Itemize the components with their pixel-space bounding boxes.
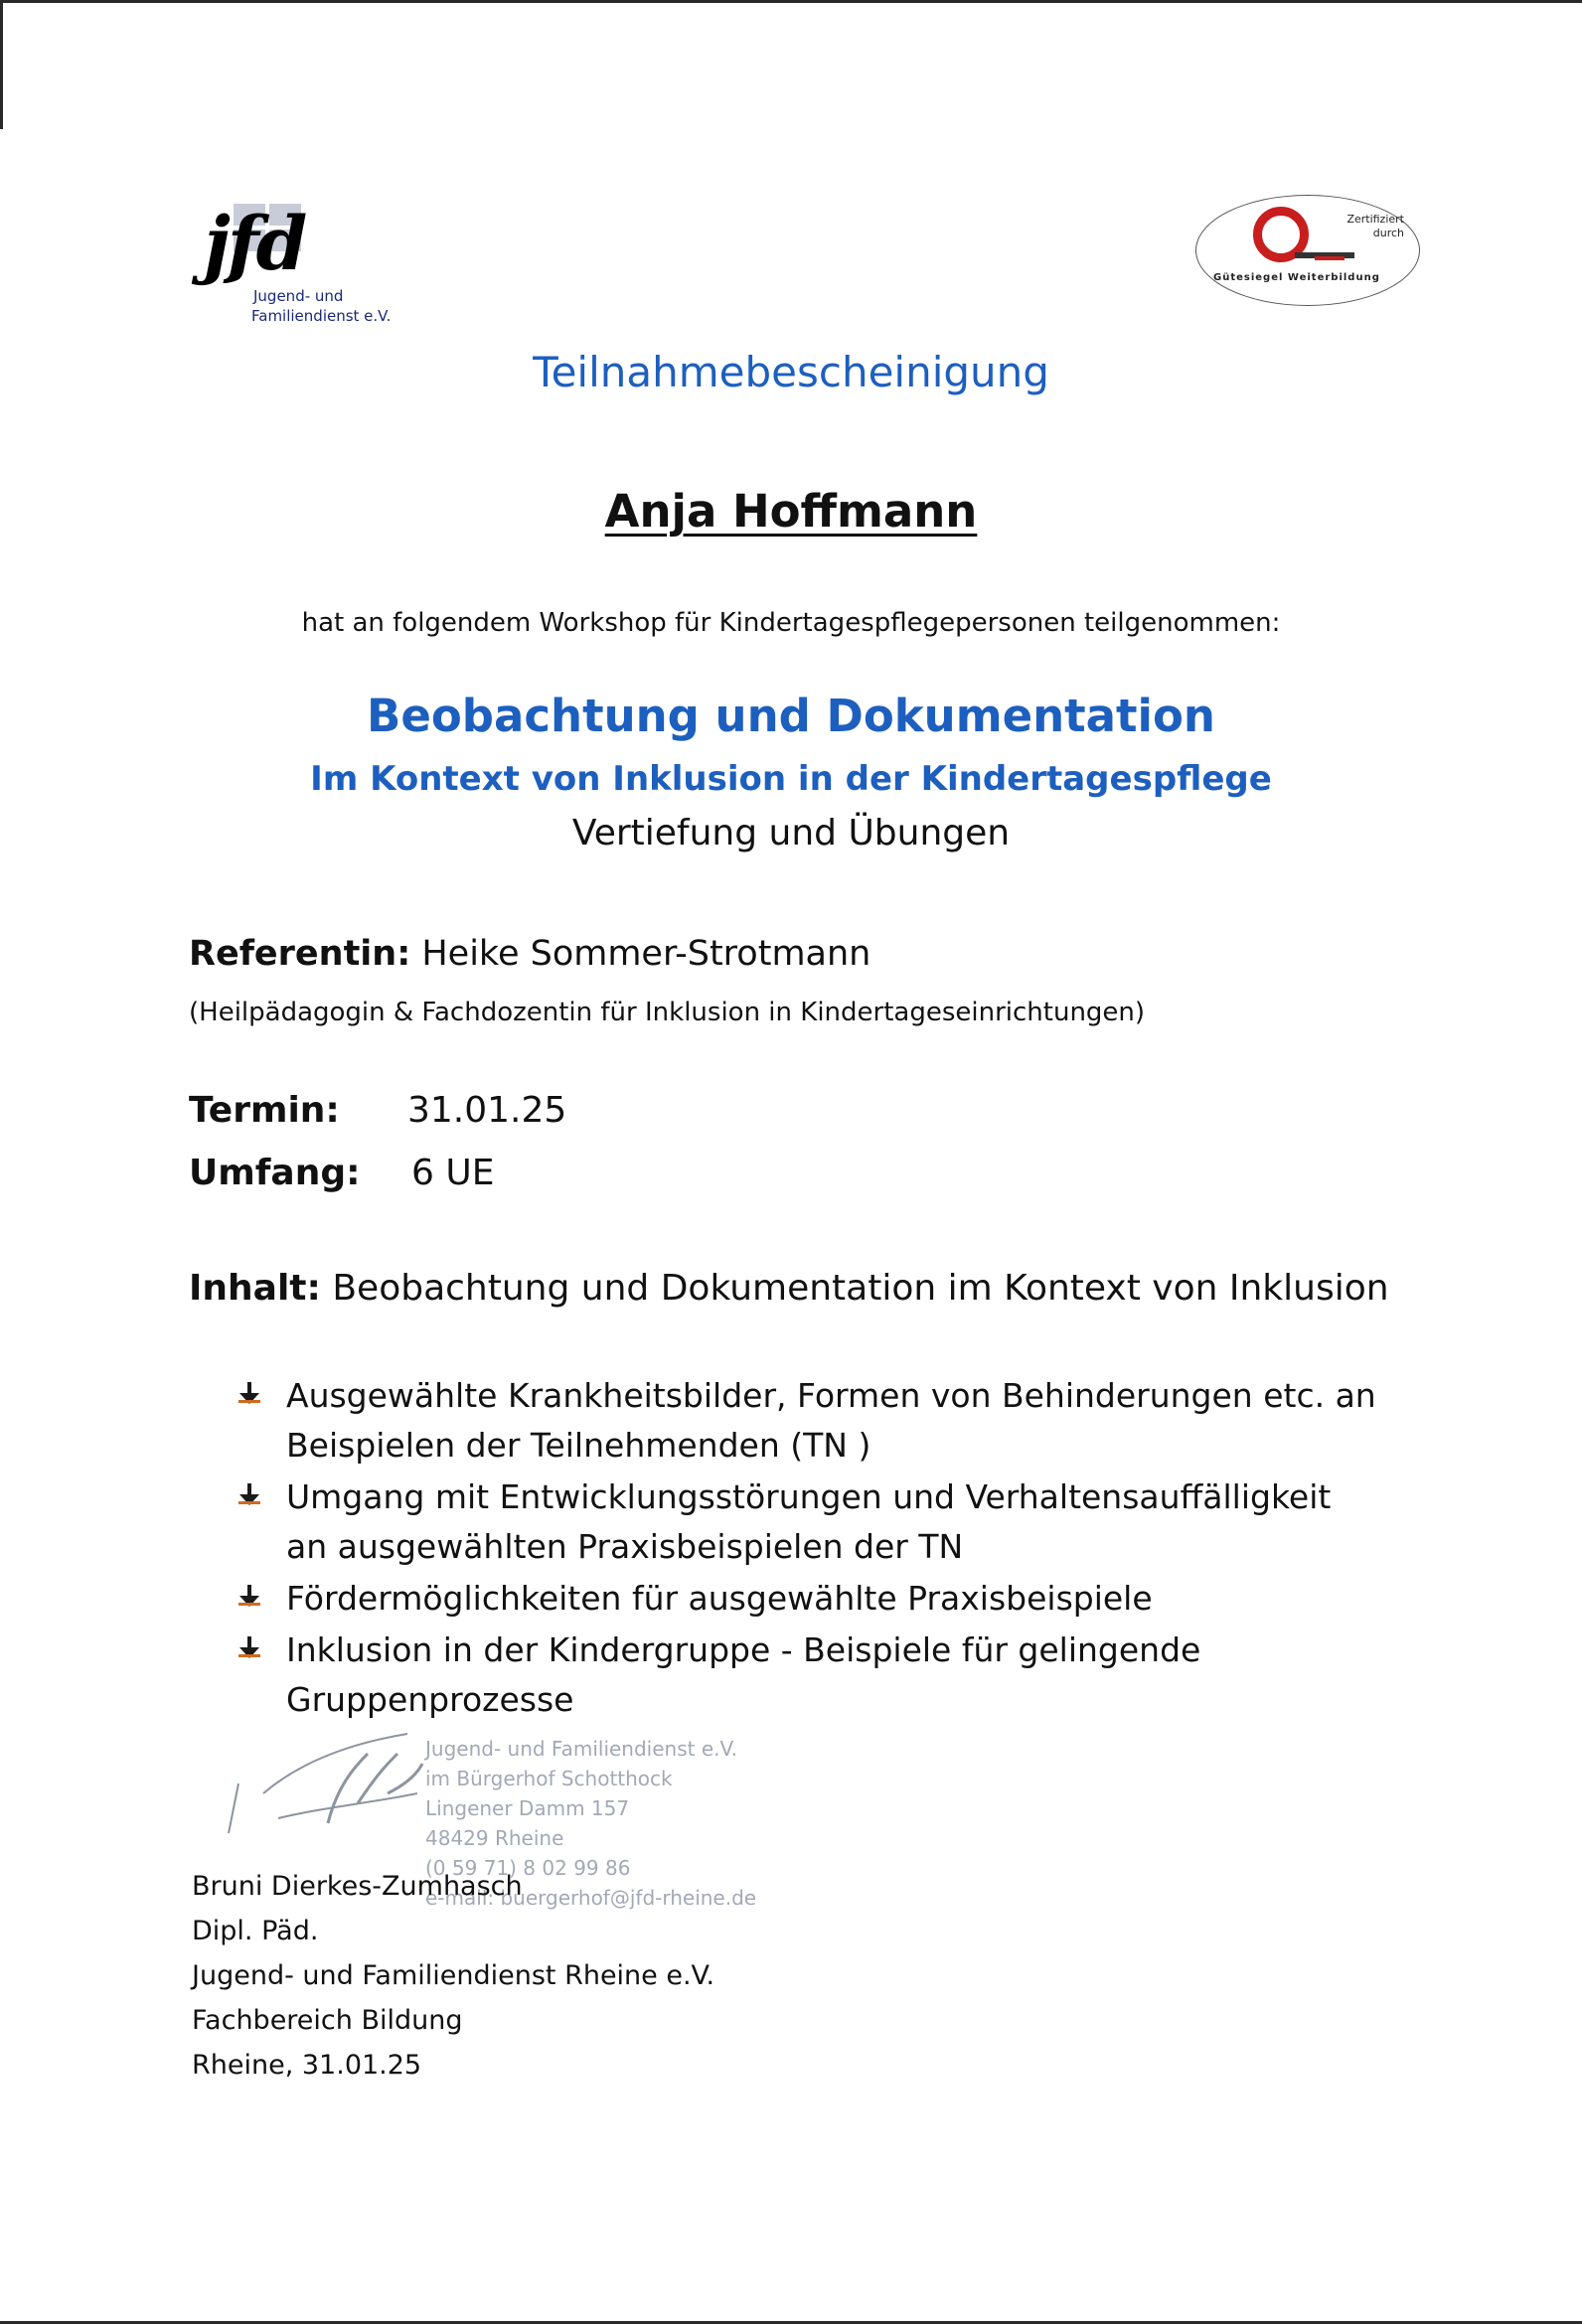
seal-outline (1195, 195, 1420, 306)
logo-text-line1: Jugend- und (253, 287, 344, 305)
inhalt-label: Inhalt: (189, 1268, 321, 1309)
stamp-line: 48429 Rheine (425, 1826, 564, 1850)
content-list (237, 1371, 1379, 1727)
arrow-down-bullet-icon (237, 1481, 262, 1507)
arrow-down-bullet-icon (237, 1583, 262, 1609)
inhalt-value: Beobachtung und Dokumentation im Kontext von Inklusion (332, 1268, 1389, 1309)
intro-text: hat an folgendem Workshop für Kindertagespflegepersonen teilgenommen: (301, 608, 1281, 638)
referentin-row (189, 934, 870, 974)
signer-name: Bruni Dierkes-Zumhasch (192, 1871, 523, 1902)
umfang-value: 6 UE (411, 1153, 495, 1193)
workshop-title: Beobachtung und Dokumentation (367, 690, 1215, 742)
document-title: Teilnahmebescheinigung (533, 348, 1049, 396)
stamp-line: e-mail: buergerhof@jfd-rheine.de (425, 1886, 757, 1910)
seal-top-line2: durch (1372, 227, 1404, 239)
scan-edge-top (0, 0, 1582, 3)
list-item-text: Fördermöglichkeiten für ausgewählte Praxisbeispiele (286, 1579, 1153, 1618)
quality-seal (1195, 195, 1424, 314)
workshop-subtitle: Im Kontext von Inklusion in der Kindertagespflege (310, 759, 1272, 799)
signer-department: Fachbereich Bildung (192, 2005, 463, 2036)
umfang-row (189, 1153, 494, 1193)
signer-degree: Dipl. Päd. (192, 1916, 319, 1946)
arrow-down-bullet-icon (237, 1380, 262, 1406)
seal-bottom-text: Gütesiegel Weiterbildung (1213, 272, 1380, 283)
seal-q-tail-accent (1315, 256, 1345, 260)
logo-mark: jfd (204, 202, 305, 287)
referentin-note: (Heilpädagogin & Fachdozentin für Inklusion in Kindertageseinrichtungen) (189, 998, 1146, 1027)
arrow-down-bullet-icon (237, 1634, 262, 1660)
termin-value: 31.01.25 (407, 1090, 567, 1131)
inhalt-row (189, 1268, 1389, 1309)
list-item-text: Ausgewählte Krankheitsbilder, Formen von Behinderungen etc. an Beispielen der Teilnehmenden (TN ) (286, 1376, 1376, 1465)
referentin-label: Referentin: (189, 934, 411, 974)
participant-name: Anja Hoffmann (604, 485, 978, 538)
seal-top-text (1335, 213, 1404, 240)
logo-text-line2: Familiendienst e.V. (251, 307, 392, 325)
list-item (237, 1472, 1379, 1572)
list-item (237, 1626, 1379, 1725)
seal-top-line1: Zertifiziert (1346, 213, 1404, 226)
signer-organization: Jugend- und Familiendienst Rheine e.V. (192, 1960, 715, 1991)
referentin-value: Heike Sommer-Strotmann (421, 934, 871, 974)
stamp-line: Lingener Damm 157 (425, 1796, 630, 1820)
scan-edge-left (0, 0, 3, 129)
signer-block (192, 1864, 714, 2088)
list-item (237, 1574, 1379, 1624)
list-item-text: Umgang mit Entwicklungsstörungen und Verhaltensauffälligkeit an ausgewählten Praxisbeispielen der TN (286, 1477, 1332, 1566)
signer-place-date: Rheine, 31.01.25 (192, 2050, 422, 2081)
stamp-line: im Bürgerhof Schotthock (425, 1767, 673, 1790)
stamp-line: Jugend- und Familiendienst e.V. (425, 1737, 737, 1761)
umfang-label: Umfang: (189, 1153, 361, 1193)
termin-row (189, 1090, 566, 1131)
list-item-text: Inklusion in der Kindergruppe - Beispiele für gelingende Gruppenprozesse (286, 1630, 1201, 1719)
jfd-logo (204, 204, 442, 333)
stamp-line: (0 59 71) 8 02 99 86 (425, 1856, 631, 1880)
participant-name-row (0, 485, 1582, 538)
list-item (237, 1371, 1379, 1471)
workshop-subtitle-2: Vertiefung und Übungen (571, 813, 1011, 853)
termin-label: Termin: (189, 1090, 340, 1131)
